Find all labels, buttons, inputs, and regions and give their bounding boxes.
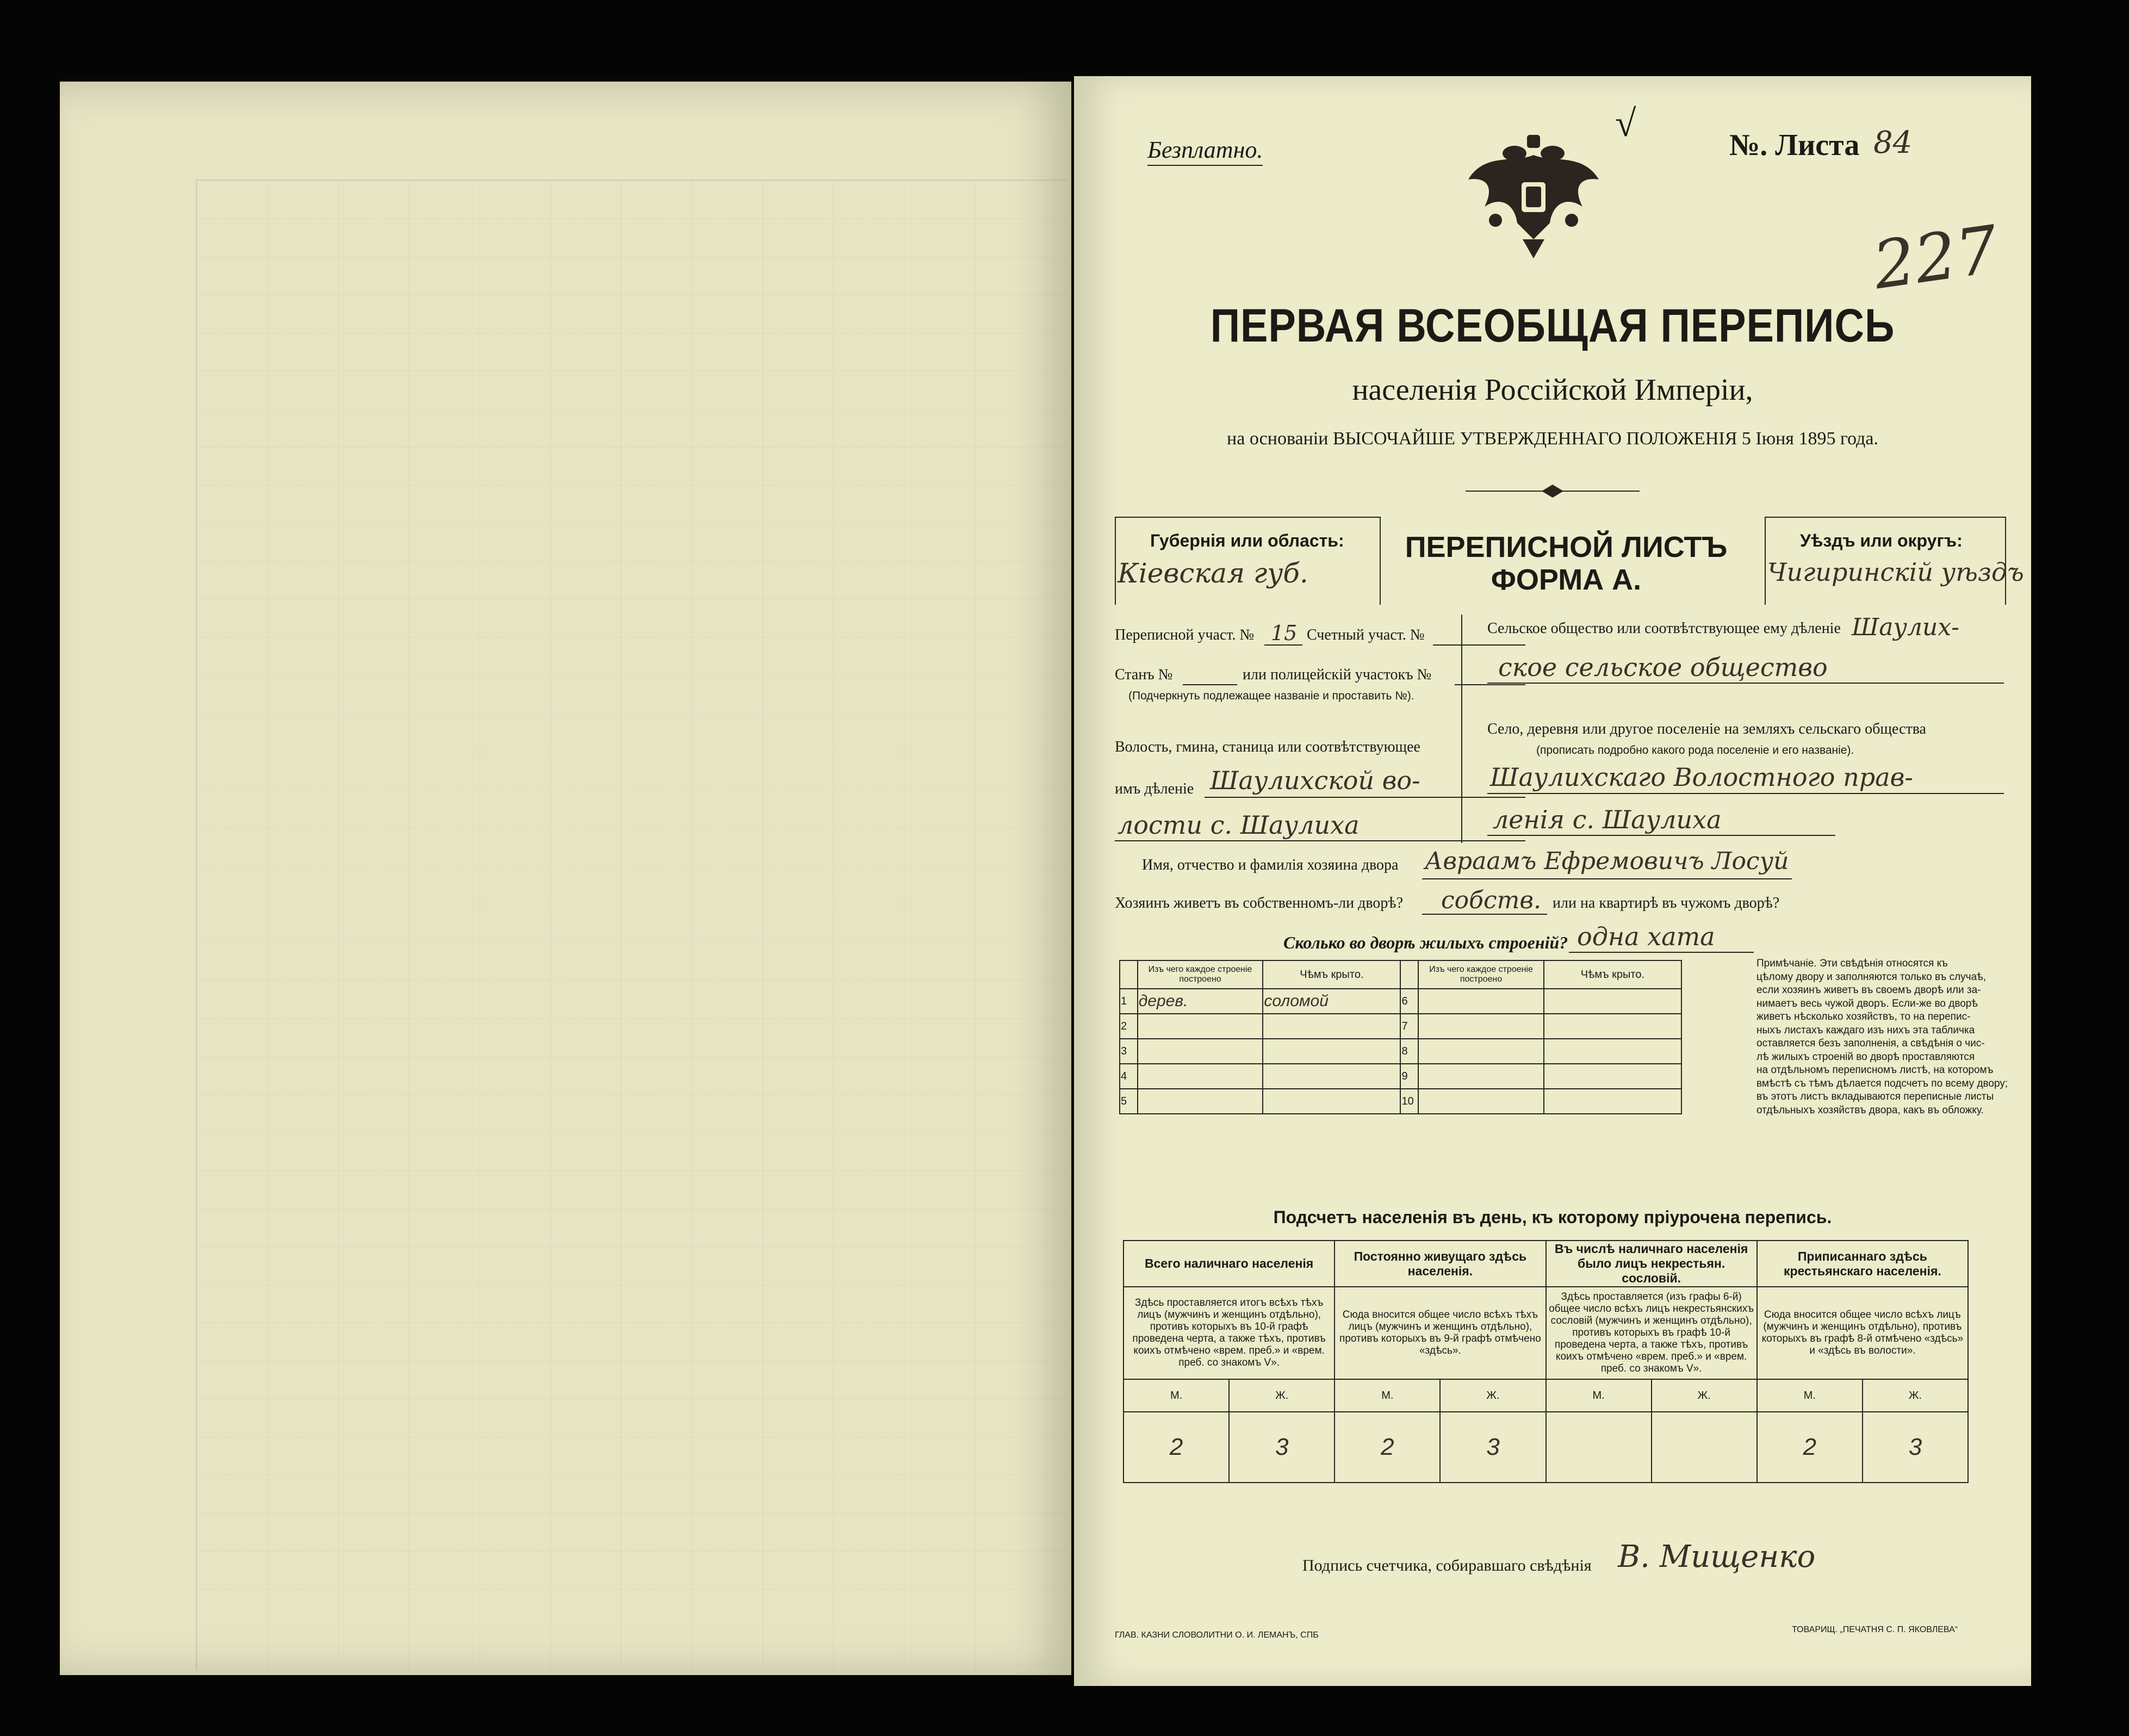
volost-value-2: лости с. Шаулиха [1118,810,1360,840]
police-label: или полицейскій участокъ № [1243,666,1432,683]
note-line: цѣлому двору и заполняются только въ случаѣ, [1756,971,1987,983]
own-house-value: собств. [1441,886,1541,914]
col-roof-header: Чѣмъ крыто. [1263,960,1400,989]
note-block [1756,957,2008,1117]
row-number: 2 [1120,1014,1138,1039]
row-number: 6 [1400,989,1418,1014]
m-header: М. [1546,1379,1652,1412]
count-value: 2 [1334,1412,1440,1483]
m-header: М. [1757,1379,1863,1412]
count-value: 3 [1229,1412,1334,1483]
rent-label: или на квартирѣ въ чужомъ дворѣ? [1553,895,1780,912]
group-title: Приписаннаго здѣсь крестьянскаго населенія. [1757,1241,1968,1287]
district-label: Уѣздъ или округъ: [1800,531,1963,550]
group-title: Всего наличнаго населенія [1124,1241,1334,1287]
m-header: М. [1334,1379,1440,1412]
note-line: въ этотъ листъ вкладываются переписные листы [1756,1091,1994,1102]
owner-label: Имя, отчество и фамилія хозяина двора [1142,857,1399,873]
society-label: Сельское общество или соотвѣтствующее ему дѣленіе [1487,620,1841,637]
row-number: 4 [1120,1064,1138,1089]
archive-number: 227 [1869,212,2003,305]
f-header: Ж. [1652,1379,1757,1412]
col-roof-header-2: Чѣмъ крыто. [1544,960,1681,989]
f-header: Ж. [1863,1379,1968,1412]
society-value-2: ское сельское общество [1498,653,1828,682]
stan-label: Станъ № [1115,666,1173,683]
village-value-1: Шаулихскаго Волостного прав- [1490,762,1913,792]
f-header: Ж. [1440,1379,1545,1412]
form-title: ФОРМА А. [1491,563,1642,596]
buildings-table [1119,960,1682,1114]
note-line: лѣ жилыхъ строеній во дворѣ проставляются [1756,1051,1975,1063]
basis-line: на основаніи ВЫСОЧАЙШЕ УТВЕРЖДЕННАГО ПОЛОЖЕНІЯ 5 Іюня 1895 года. [1227,429,1878,449]
count-district-label: Счетный участ. № [1307,627,1425,643]
check-mark: √ [1615,103,1636,145]
group-desc: Здѣсь проставляется (изъ графы 6-й) общее число всѣхъ лицъ некрестьянскихъ сословій (мужчинъ и женщинъ отдѣльно), противъ которыхъ въ графѣ 10-й проведена черта, а также тѣхъ, противъ коихъ отмѣчено «врем. преб.» и «врем. преб. со знакомъ V». [1546,1287,1757,1379]
ornament-divider [1466,483,1640,499]
group-title: Въ числѣ наличнаго населенія было лицъ некрестьян. сословій. [1546,1241,1757,1287]
population-table [1123,1240,1969,1483]
signature-label: Подпись счетчика, собиравшаго свѣдѣнія [1302,1557,1592,1574]
row-number: 8 [1400,1039,1418,1064]
sheet-number-value: 84 [1873,125,1913,160]
census-form-page [1074,76,2031,1686]
count-value: 3 [1440,1412,1545,1483]
province-value: Кіевская губ. [1118,557,1308,589]
sheet-number-label: №. Листа [1729,128,1860,162]
note-line: живетъ нѣсколько хозяйствъ, то на перепис- [1756,1011,1971,1022]
signature-value: В. Мищенко [1618,1539,1816,1574]
left-page [60,82,1071,1675]
left-page-ghost-grid [196,179,1067,1671]
underline-note: (Подчеркнуть подлежащее названіе и проставить №). [1128,690,1414,702]
free-label: Безплатно. [1147,136,1263,166]
group-desc: Сюда вносится общее число всѣхъ лицъ (мужчинъ и женщинъ отдѣльно), противъ которыхъ въ графѣ 8-й отмѣчено «здѣсь» и «здѣсь въ волости». [1757,1287,1968,1379]
count-value: 2 [1757,1412,1863,1483]
printer-right: ТОВАРИЩ. „ПЕЧАТНЯ С. П. ЯКОВЛЕВА“ [1792,1625,1958,1634]
buildings-label: Сколько во дворѣ жилыхъ строеній? [1283,933,1568,952]
buildings-value: одна хата [1577,922,1715,951]
group-desc: Здѣсь проставляется итогъ всѣхъ тѣхъ лицъ (мужчинъ и женщинъ отдѣльно), противъ которыхъ въ 10-й графѣ проведена черта, а также тѣхъ, противъ коихъ отмѣчено «врем. преб.» и «врем. преб. со знакомъ V». [1124,1287,1334,1379]
main-title: ПЕРВАЯ ВСЕОБЩАЯ ПЕРЕПИСЬ [1210,300,1895,352]
note-line: вмѣстѣ съ тѣмъ дѣлается подсчетъ по всему двору; [1756,1077,2008,1089]
row-number: 7 [1400,1014,1418,1039]
note-line: ныхъ листахъ каждаго изъ нихъ эта табличка [1756,1024,1975,1036]
census-district-value: 15 [1271,621,1298,645]
group-desc: Сюда вносится общее число всѣхъ тѣхъ лицъ (мужчинъ и женщинъ отдѣльно), противъ которыхъ въ 9-й графѣ отмѣчено «здѣсь». [1334,1287,1545,1379]
village-label: Село, деревня или другое поселеніе на земляхъ сельскаго общества [1487,721,1926,737]
note-line: Примѣчаніе. Эти свѣдѣнія относятся къ [1756,958,1948,969]
row-number: 9 [1400,1064,1418,1089]
row-number: 1 [1120,989,1138,1014]
population-heading: Подсчетъ населенія въ день, къ которому пріурочена перепись. [1273,1207,1832,1227]
col-material-header: Изъ чего каждое строеніе построено [1138,960,1263,989]
province-label: Губернія или область: [1150,531,1344,550]
society-value-1: Шаулих- [1852,613,1959,641]
col-material-header-2: Изъ чего каждое строеніе построено [1418,960,1544,989]
note-line: оставляется безъ заполненія, а свѣдѣнія о чис- [1756,1038,1985,1049]
sheet-title: ПЕРЕПИСНОЙ ЛИСТЪ [1405,531,1728,563]
count-value [1652,1412,1757,1483]
row1-roof: соломой [1263,989,1400,1014]
row-number: 5 [1120,1089,1138,1114]
count-value [1546,1412,1652,1483]
group-title: Постоянно живущаго здѣсь населенія. [1334,1241,1545,1287]
note-line: нимаетъ весь чужой дворъ. Если-же во дворѣ [1756,997,1978,1009]
column-divider [1461,615,1462,843]
volost-value-1: Шаулихской во- [1210,766,1420,795]
printer-left: ГЛАВ. КАЗНИ СЛОВОЛИТНИ О. И. ЛЕМАНЪ, СПБ [1115,1630,1319,1640]
village-value-2: ленія с. Шаулиха [1493,805,1722,834]
volost-label-1: Волость, гмина, станица или соотвѣтствующее [1115,739,1420,755]
district-value: Чигиринскій уѣздъ [1767,557,2024,587]
row-number: 3 [1120,1039,1138,1064]
note-line: если хозяинъ живетъ въ своемъ дворѣ или за- [1756,984,1981,996]
count-value: 3 [1863,1412,1968,1483]
census-district-label: Переписной участ. № [1115,627,1255,643]
row-number: 10 [1400,1089,1418,1114]
count-value: 2 [1124,1412,1229,1483]
row1-material: дерев. [1138,989,1263,1014]
volost-label-2: имъ дѣленіе [1115,780,1194,797]
owner-value: Авраамъ Ефремовичъ Лосуй [1425,847,1789,875]
note-line: отдѣльныхъ хозяйствъ двора, какъ въ обложку. [1756,1104,1984,1116]
village-note: (прописать подробно какого рода поселеніе и его названіе). [1536,744,1854,757]
m-header: М. [1124,1379,1229,1412]
subtitle: населенія Россійской Имперіи, [1352,373,1753,407]
imperial-eagle-icon [1463,131,1604,261]
own-house-label: Хозяинъ живетъ въ собственномъ-ли дворѣ? [1115,895,1404,912]
note-line: на отдѣльномъ переписномъ листѣ, на которомъ [1756,1064,1994,1076]
f-header: Ж. [1229,1379,1334,1412]
